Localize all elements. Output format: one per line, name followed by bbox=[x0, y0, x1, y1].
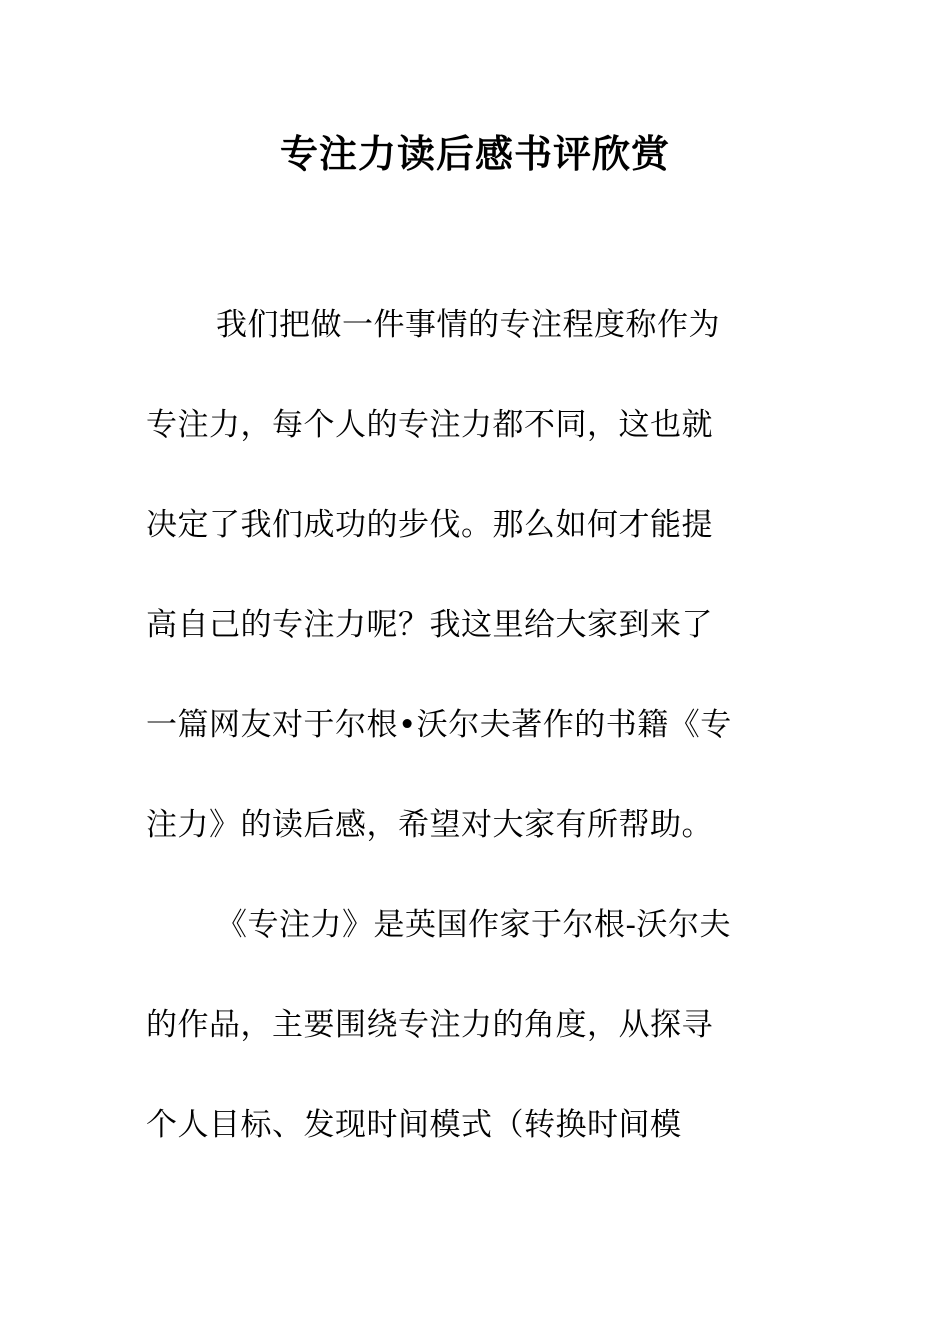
paragraph-1-line-6: 注力》的读后感，希望对大家有所帮助。 bbox=[146, 807, 713, 843]
paragraph-1-line-1: 我们把做一件事情的专注程度称作为 bbox=[216, 307, 720, 343]
document-body bbox=[146, 300, 806, 1200]
paragraph-1-line-3: 决定了我们成功的步伐。那么如何才能提 bbox=[146, 507, 713, 543]
document-title: 专注力读后感书评欣赏 bbox=[279, 131, 670, 176]
paragraph-1-line-2: 专注力，每个人的专注力都不同，这也就 bbox=[146, 407, 713, 443]
paragraph-1-line-5: 一篇网友对于尔根•沃尔夫著作的书籍《专 bbox=[146, 707, 732, 743]
paragraph-2-line-2: 的作品，主要围绕专注力的角度，从探寻 bbox=[146, 1007, 713, 1043]
paragraph-1-line-4: 高自己的专注力呢？我这里给大家到来了 bbox=[146, 607, 713, 643]
paragraph-2-line-1: 《专注力》是英国作家于尔根-沃尔夫 bbox=[216, 907, 731, 943]
paragraph-2-line-3: 个人目标、发现时间模式（转换时间模 bbox=[146, 1107, 682, 1143]
